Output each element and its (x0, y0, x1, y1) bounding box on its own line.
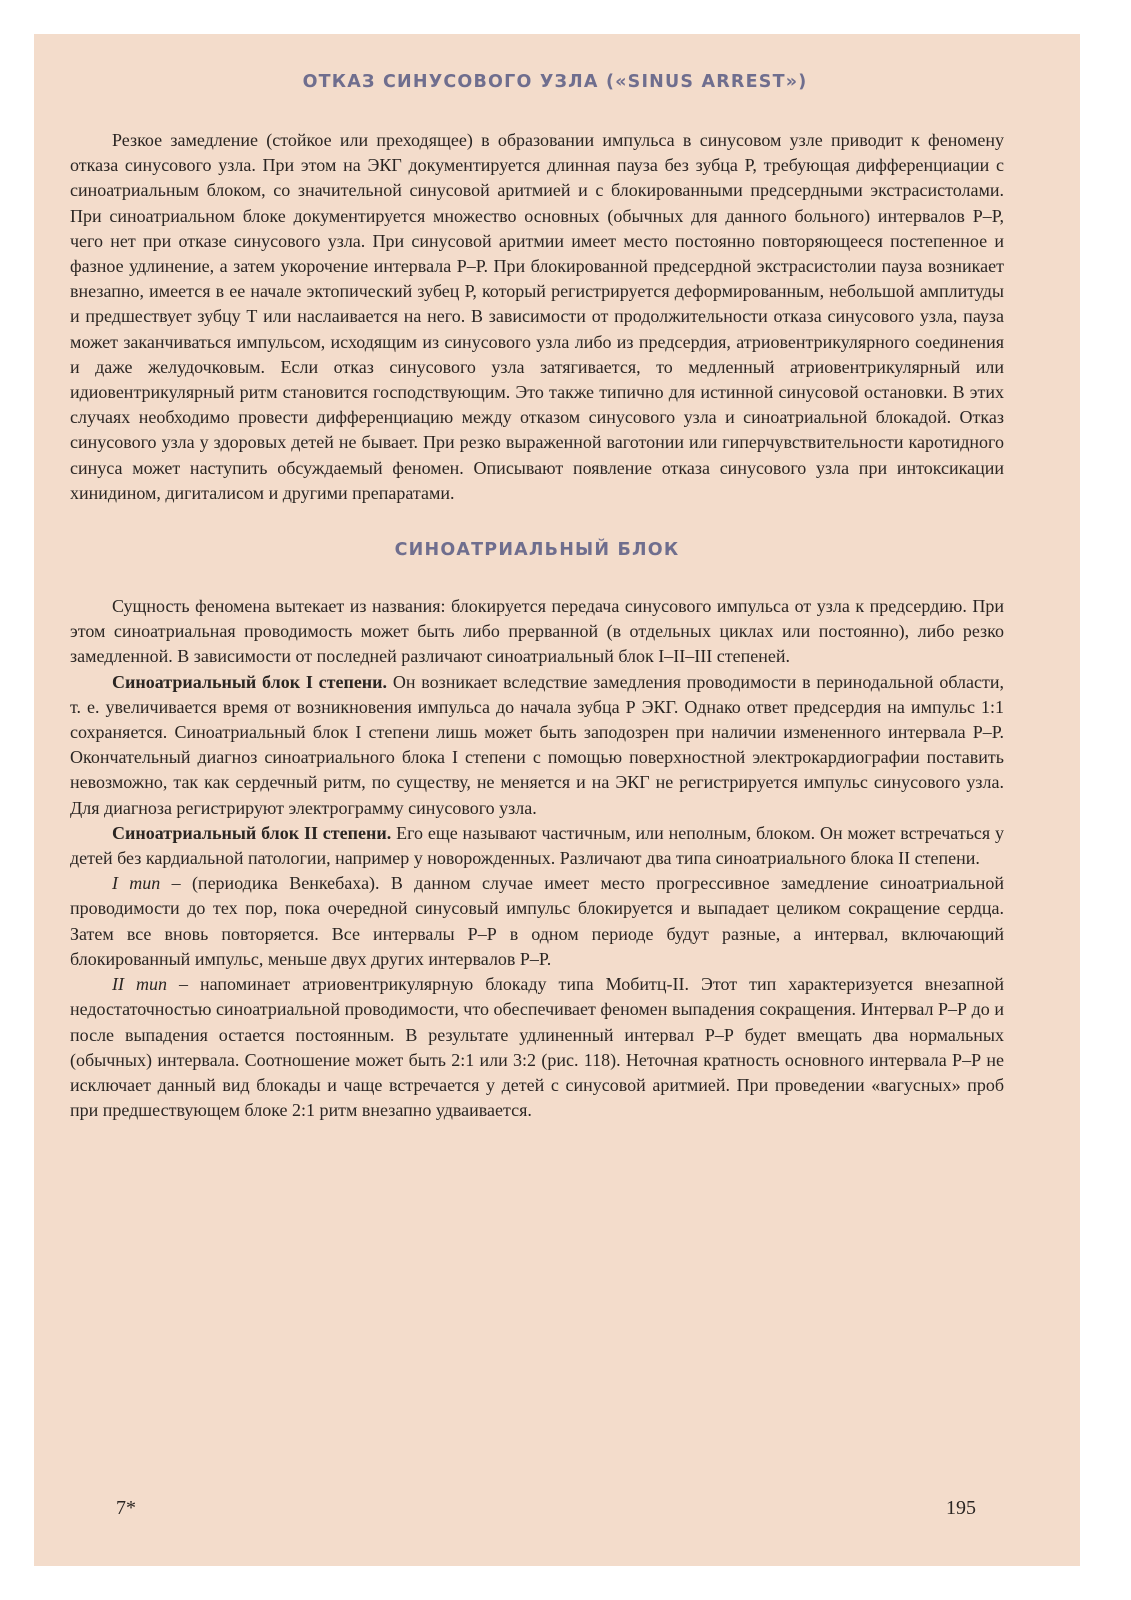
degree-1-lead: Синоатриальный блок I степени. (112, 671, 388, 692)
type-2-lead: II тип (112, 974, 167, 995)
page-number: 195 (946, 1497, 976, 1519)
paragraph-sa-block-degree-1 (70, 670, 1004, 821)
paragraph-type-1 (70, 871, 1004, 972)
paragraph-sa-block-degree-2 (70, 821, 1004, 871)
section-heading-sa-block: СИНОАТРИАЛЬНЫЙ БЛОК (394, 540, 680, 561)
paragraph-type-2 (70, 972, 1004, 1123)
degree-2-text: Его еще называют частичным, или неполным, блоком. Он может встречаться у детей без кардиальной патологии, например у новорожденных. Различают два типа синоатриального блока II степени. (70, 822, 1005, 869)
type-2-text: – напоминает атриовентрикулярную блокаду типа Мобитц-II. Этот тип характеризуется внезапной недостаточностью синоатриальной проводимости, что обеспечивает феномен выпадения сокращения. Интервал Р–Р до и после выпадения остается постоянным. В результате удлиненный интервал Р–Р будет вмещать два нормальных (обычных) интервала. Соотношение может быть 2:1 или 3:2 (рис. 118). Неточная кратность основного интервала Р–Р не исключает данный вид блокады и чаще встречается у детей с синусовой аритмией. При проведении «вагусных» проб при предшествующем блоке 2:1 ритм внезапно удваивается. (70, 974, 1004, 1121)
type-1-text: – (периодика Венкебаха). В данном случае имеет место прогрессивное замедление синоатриальной проводимости до тех пор, пока очередной синусовый импульс блокируется и выпадает целиком сокращение сердца. Затем все вновь повторяется. Все интервалы Р–Р в одном периоде будут разные, а интервал, включающий блокированный импульс, меньше двух других интервалов Р–Р. (70, 873, 1004, 969)
type-1-lead: I тип (112, 873, 161, 894)
section-heading-sinus-arrest: ОТКАЗ СИНУСОВОГО УЗЛА («SINUS ARREST») (302, 72, 808, 92)
degree-1-text: Он возникает вследствие замедления проводимости в перинодальной области, т. е. увеличивается время от возникновения импульса до начала зубца Р ЭКГ. Однако ответ предсердия на импульс 1:1 сохраняется. Синоатриальный блок I степени лишь может быть заподозрен при наличии измененного интервала Р–Р. Окончательный диагноз синоатриального блока I степени с помощью поверхностной электрокардиографии поставить невозможно, так как сердечный ритм, по существу, не меняется и на ЭКГ не регистрируется импульс синусового узла. Для диагноза регистрируют электрограмму синусового узла. (70, 671, 1005, 818)
signature-mark: 7* (116, 1497, 136, 1519)
book-page (34, 34, 1080, 1566)
paragraph-sinus-arrest: Резкое замедление (стойкое или преходящее) в образовании импульса в синусовом узле приводит к феномену отказа синусового узла. При этом на ЭКГ документируется длинная пауза без зубца Р, требующая дифференциации с синоатриальным блоком, со значительной синусовой аритмией и с блокированными предсердными экстрасистолами. При синоатриальном блоке документируется множество основных (обычных для данного больного) интервалов Р–Р, чего нет при отказе синусового узла. При синусовой аритмии имеет место постоянно повторяющееся постепенное и фазное удлинение, а затем укорочение интервала Р–Р. При блокированной предсердной экстрасистолии пауза возникает внезапно, имеется в ее начале эктопический зубец Р, который регистрируется деформированным, небольшой амплитуды и предшествует зубцу Т или наслаивается на него. В зависимости от продолжительности отказа синусового узла, пауза может заканчиваться импульсом, исходящим из синусового узла либо из предсердия, атриовентрикулярного соединения и даже желудочковым. Если отказ синусового узла затягивается, то медленный атриовентрикулярный или идиовентрикулярный ритм становится господствующим. Это также типично для истинной синусовой остановки. В этих случаях необходимо провести дифференциацию между отказом синусового узла и синоатриальной блокадой. Отказ синусового узла у здоровых детей не бывает. При резко выраженной ваготонии или гиперчувствительности каротидного синуса может наступить обсуждаемый феномен. Описывают появление отказа синусового узла при интоксикации хинидином, дигиталисом и другими препаратами. (70, 130, 1004, 503)
degree-2-lead: Синоатриальный блок II степени. (112, 822, 392, 843)
paragraph-sa-block-intro: Сущность феномена вытекает из названия: блокируется передача синусового импульса от узла к предсердию. При этом синоатриальная проводимость может быть либо прерванной (в отдельных циклах или постоянно), либо резко замедленной. В зависимости от последней различают синоатриальный блок I–II–III степеней. (70, 596, 1004, 667)
